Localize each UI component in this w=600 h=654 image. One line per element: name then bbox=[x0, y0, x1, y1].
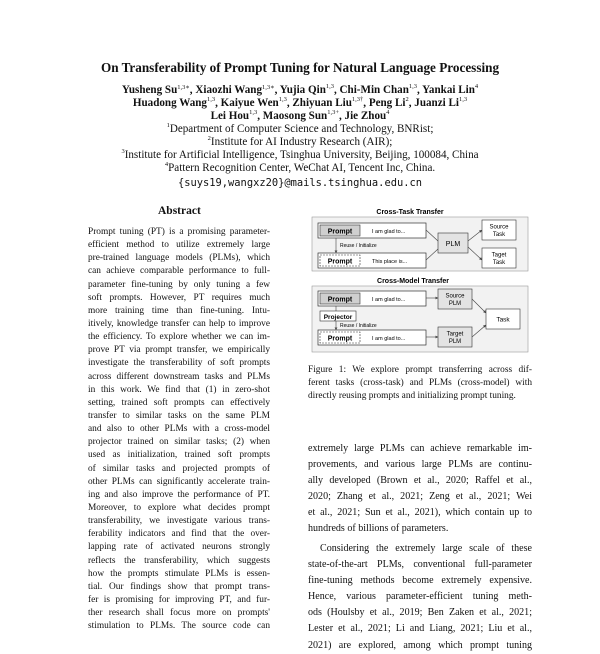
text-line: 2021) are explored, among which prompt tuning bbox=[308, 639, 532, 651]
text-line: ods (Houlsby et al., 2019; Ben Zaken et al., 2021; bbox=[308, 607, 532, 619]
author-affiliation-mark: 1,3∗ bbox=[177, 84, 190, 91]
text-line: Considering the extremely large scale of these bbox=[320, 543, 532, 554]
text-line: Lester et al., 2021; Li and Liang, 2021; Liu et al., bbox=[308, 623, 532, 635]
author-line-3: Lei Hou$^{1,3}$, Maosong Sun$^{1,3+}$, Jie Zhou$^4$ bbox=[210, 109, 390, 122]
text-line: investigate the transferability of soft prompts bbox=[88, 358, 270, 369]
author-affiliation-mark: 1,3∗ bbox=[262, 84, 275, 91]
text-line: Figure 1: We explore prompt transferring across dif- bbox=[308, 365, 532, 375]
text-line: the efficiency. To explore whether we can im- bbox=[88, 332, 270, 343]
author-affiliation-mark: 1,3 bbox=[459, 96, 468, 103]
text-line: itively, knowledge transfer can help to improve bbox=[88, 318, 270, 329]
author-affiliation-mark: 2 bbox=[405, 96, 409, 103]
author-name: Zhiyuan Liu bbox=[292, 97, 352, 109]
author-affiliation-mark: 1,3+ bbox=[327, 109, 339, 116]
author-name: Jie Zhou bbox=[344, 110, 387, 122]
text-line: projector trained on similar tasks; (2) when bbox=[88, 437, 270, 448]
affiliation-1: $^1$Department of Computer Science and Technology, BNRist; bbox=[166, 122, 434, 135]
text-line: more training time than fine-tuning. Intu- bbox=[88, 305, 270, 316]
author-name: Lei Hou bbox=[210, 110, 250, 122]
text-line: extremely large PLMs can achieve remarkable im- bbox=[308, 443, 532, 454]
author-affiliation-mark: 1,3 bbox=[249, 109, 258, 116]
text-line: how the prompts stimulate PLMs is essen- bbox=[88, 568, 270, 579]
text-line: transferability, we investigate various trans- bbox=[88, 516, 270, 527]
svg-text:Source: Source bbox=[489, 224, 509, 231]
text-line: used as initialization, trained soft prompts bbox=[88, 450, 270, 461]
svg-text:Target: Target bbox=[446, 331, 464, 338]
svg-text:PLM: PLM bbox=[445, 241, 461, 248]
svg-text:Source: Source bbox=[445, 293, 465, 300]
text-line: setting, trained soft prompts can effectively bbox=[88, 397, 270, 408]
svg-text:Prompt: Prompt bbox=[327, 228, 353, 236]
author-line-2: Huadong Wang$^{1,3}$, Kaiyue Wen$^{1,3}$, Zhiyuan Liu$^{1,3\dagger}$, Peng Li$^2$, Juanzi Li$^{1,3}$ bbox=[132, 96, 468, 109]
svg-text:Taget: Taget bbox=[491, 252, 507, 259]
svg-text:Projector: Projector bbox=[323, 314, 353, 321]
author-name: Chi-Min Chan bbox=[339, 84, 409, 96]
text-line: tial. Our findings show that prompt trans- bbox=[88, 581, 270, 592]
text-line: of similar tasks and projected prompts of bbox=[88, 463, 270, 474]
email-address[interactable]: {suys19,wangxz20}@mails.tsinghua.edu.cn bbox=[178, 177, 422, 189]
author-affiliation-mark: 1,3 bbox=[206, 96, 216, 103]
abstract-heading: Abstract bbox=[158, 205, 201, 217]
svg-text:Prompt: Prompt bbox=[327, 296, 353, 304]
svg-text:Task: Task bbox=[492, 232, 506, 238]
text-line: lapping rate of activated neurons strongly bbox=[88, 542, 270, 553]
text-line: and also to other PLMs with a cross-model bbox=[88, 424, 270, 435]
paragraph-2 bbox=[308, 541, 532, 654]
figure-1 bbox=[308, 203, 532, 355]
text-line: Hence, various parameter-efficient tuning meth- bbox=[308, 591, 532, 603]
affiliation-4: $^4$Pattern Recognition Center, WeChat AI, Tencent Inc, China. bbox=[164, 161, 436, 174]
svg-text:I am glad to...: I am glad to... bbox=[372, 229, 406, 235]
author-line-1: Yusheng $Su^{1,3∗}$, Xiaozhi Wang$^{1,3∗}$, Yujia Qin$^{1,3}$, Chi-Min Chan$^{1,3}$, Yankai Lin$^4$ bbox=[121, 83, 479, 96]
text-line: ferent tasks (cross-task) and PLMs (cross-model) with bbox=[308, 378, 532, 388]
text-line: directly reusing prompts and initializing prompt tuning. bbox=[308, 391, 516, 401]
text-line: reflects the transferability, which suggests bbox=[88, 555, 270, 566]
svg-text:PLM: PLM bbox=[448, 339, 462, 345]
text-line: fine-tuning methods become extremely expensive. bbox=[308, 575, 532, 587]
author-affiliation-mark: 1,3 bbox=[325, 83, 334, 90]
cross-model-title: Cross-Model Transfer bbox=[377, 278, 449, 285]
text-line: ing and also improve the performance of PT. bbox=[88, 489, 270, 500]
author-name: Huadong Wang bbox=[132, 97, 207, 109]
author-affiliation-mark: 1,3† bbox=[351, 96, 364, 103]
intro-paragraph bbox=[308, 441, 532, 538]
author-name: Peng Li bbox=[368, 97, 406, 109]
figure-caption bbox=[308, 364, 532, 403]
text-line: ferability indicators and find that the over- bbox=[88, 529, 270, 540]
text-line: ally developed (Brown et al., 2020; Raffel et al., bbox=[308, 475, 532, 487]
svg-text:Prompt: Prompt bbox=[327, 335, 353, 343]
text-line: Moreover, to explore what decides prompt bbox=[88, 502, 270, 513]
text-line: soft prompts. However, PT requires much bbox=[88, 292, 270, 303]
author-affiliation-mark: 1,3 bbox=[278, 96, 287, 103]
author-affiliation-mark: 4 bbox=[474, 83, 479, 90]
svg-text:I am glad to...: I am glad to... bbox=[372, 336, 406, 342]
text-line: transfer to similar tasks on the same PLM bbox=[88, 410, 270, 421]
text-line: fer is promising for improving PT, and fur- bbox=[88, 594, 270, 605]
text-line: prove PT via prompt transfer, we empirically bbox=[88, 345, 270, 356]
svg-text:PLM: PLM bbox=[448, 301, 462, 307]
text-line: state-of-the-art PLMs, conventional full-parameter bbox=[308, 559, 532, 571]
affiliation-3: $^3$Institute for Artificial Intelligence, Tsinghua University, Beijing, 100084, China bbox=[121, 148, 479, 161]
author-name: Kaiyue Wen bbox=[220, 97, 279, 109]
paper-title: On Transferability of Prompt Tuning for Natural Language Processing bbox=[100, 60, 500, 75]
text-line: can achieve comparable performance to full- bbox=[88, 266, 270, 277]
text-line: et al., 2021; Sun et al., 2021), which contain up to bbox=[308, 507, 532, 519]
text-line: across different downstream tasks and PLMs bbox=[88, 371, 270, 382]
author-name: Yankai Lin bbox=[422, 84, 475, 96]
svg-text:Task: Task bbox=[492, 260, 506, 266]
text-line: in this work. We find that (1) in zero-shot bbox=[88, 384, 270, 395]
text-line: efficient method to utilize extremely large bbox=[88, 240, 270, 251]
text-line: ther research shall focus more on prompts' bbox=[88, 608, 270, 619]
text-line: provements, and various large PLMs are continu- bbox=[308, 459, 532, 471]
text-line: hundreds of billions of parameters. bbox=[308, 523, 449, 535]
affiliation-2: $^2$Institute for AI Industry Research (AIR); bbox=[207, 135, 393, 148]
text-line: stimulation to PLMs. The source code can bbox=[88, 621, 270, 632]
svg-text:Reuse / Initialize: Reuse / Initialize bbox=[340, 323, 377, 329]
author-name: Yujia Qin bbox=[279, 84, 326, 96]
cross-task-title: Cross-Task Transfer bbox=[376, 209, 444, 216]
text-line: 2020; Zhang et al., 2021; Zeng et al., 2021; Wei bbox=[308, 491, 532, 503]
svg-text:This place is...: This place is... bbox=[372, 259, 408, 265]
svg-text:Reuse / Initialize: Reuse / Initialize bbox=[340, 243, 377, 249]
text-line: other PLMs can significantly accelerate train- bbox=[88, 476, 270, 487]
text-line: parameter fine-tuning by only tuning a few bbox=[88, 279, 270, 290]
text-line: pre-trained language models (PLMs), which bbox=[88, 253, 270, 264]
author-affiliation-mark: 1,3 bbox=[408, 83, 418, 90]
author-name: Xiaozhi Wang bbox=[195, 84, 263, 96]
author-name: Maosong Sun bbox=[262, 110, 328, 122]
author-name: Juanzi Li bbox=[414, 97, 459, 109]
svg-text:I am glad to...: I am glad to... bbox=[372, 297, 406, 303]
svg-text:Prompt: Prompt bbox=[327, 258, 353, 266]
text-line: Prompt tuning (PT) is a promising parameter- bbox=[88, 227, 270, 237]
abstract-text bbox=[88, 226, 270, 633]
author-affiliation-mark: 4 bbox=[386, 109, 390, 116]
author-name: Yusheng Su bbox=[121, 84, 178, 96]
svg-text:Task: Task bbox=[496, 316, 510, 324]
